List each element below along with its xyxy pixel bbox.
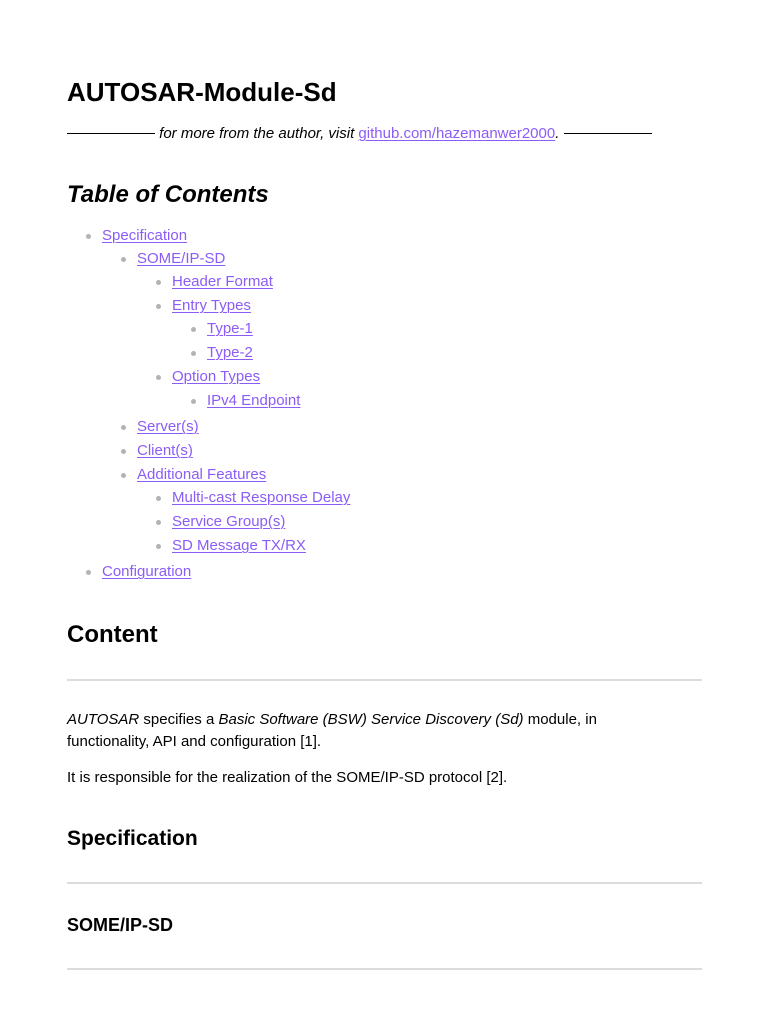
- content-heading: Content: [67, 621, 158, 648]
- someip-sd-divider: [67, 968, 702, 970]
- byline-prefix: for more from the author, visit: [159, 125, 355, 142]
- toc-item-clients[interactable]: [137, 441, 193, 461]
- bullet-icon: [156, 304, 161, 309]
- toc-heading: Table of Contents: [67, 181, 269, 208]
- author-github-link[interactable]: github.com/hazemanwer2000: [358, 125, 556, 142]
- bullet-icon: [156, 520, 161, 525]
- bullet-icon: [191, 351, 196, 356]
- specification-divider: [67, 882, 702, 884]
- toc-item-ipv4-endpoint[interactable]: [207, 391, 300, 411]
- byline-suffix: .: [555, 125, 560, 142]
- bullet-icon: [121, 473, 126, 478]
- toc-link[interactable]: Client(s): [137, 442, 193, 459]
- toc-link[interactable]: IPv4 Endpoint: [207, 392, 301, 409]
- bullet-icon: [121, 425, 126, 430]
- protocol-paragraph: It is responsible for the realization of the SOME/IP-SD protocol [2].: [67, 769, 508, 786]
- toc-item-servers[interactable]: [137, 417, 199, 437]
- toc-link[interactable]: Option Types: [172, 368, 261, 385]
- toc-link[interactable]: Service Group(s): [172, 513, 286, 530]
- toc-item-type-2[interactable]: [207, 343, 253, 363]
- toc-link[interactable]: SD Message TX/RX: [172, 537, 306, 554]
- intro-em-autosar: AUTOSAR: [67, 711, 140, 728]
- toc-link[interactable]: Entry Types: [172, 297, 251, 314]
- toc-item-type-1[interactable]: [207, 319, 253, 339]
- bullet-icon: [191, 399, 196, 404]
- intro-text-2: module, in functionality, API and configuration [1].: [67, 711, 597, 750]
- toc-item-entry-types[interactable]: [172, 296, 251, 316]
- bullet-icon: [86, 570, 91, 575]
- toc-link[interactable]: SOME/IP-SD: [137, 250, 226, 267]
- toc-link[interactable]: Configuration: [102, 563, 192, 580]
- toc-link[interactable]: Type-2: [207, 344, 253, 361]
- bullet-icon: [121, 257, 126, 262]
- toc-item-service-groups[interactable]: [172, 512, 285, 532]
- toc-item-someip-sd[interactable]: [137, 249, 225, 269]
- bullet-icon: [121, 449, 126, 454]
- toc-item-sd-message-tx-rx[interactable]: [172, 536, 306, 556]
- intro-text-1: specifies a: [139, 711, 219, 728]
- specification-heading: Specification: [67, 827, 198, 850]
- toc-item-specification[interactable]: [102, 226, 187, 246]
- bullet-icon: [156, 375, 161, 380]
- byline-right-rule: [564, 133, 652, 134]
- page-title: AUTOSAR-Module-Sd: [67, 77, 337, 107]
- intro-em-bsw: Basic Software (BSW) Service Discovery (Sd): [218, 711, 524, 728]
- toc-link[interactable]: Additional Features: [137, 466, 267, 483]
- toc-link[interactable]: Multi-cast Response Delay: [172, 489, 351, 506]
- byline-left-rule: [67, 133, 155, 134]
- someip-sd-heading: SOME/IP-SD: [67, 915, 174, 935]
- intro-paragraph: [67, 709, 647, 753]
- toc-item-multicast-response-delay[interactable]: [172, 488, 350, 508]
- author-byline: [67, 124, 667, 144]
- bullet-icon: [86, 234, 91, 239]
- bullet-icon: [156, 544, 161, 549]
- toc-link[interactable]: Specification: [102, 227, 188, 244]
- bullet-icon: [156, 496, 161, 501]
- content-divider: [67, 679, 702, 681]
- toc-item-additional-features[interactable]: [137, 465, 266, 485]
- bullet-icon: [156, 280, 161, 285]
- toc-item-configuration[interactable]: [102, 562, 191, 582]
- toc-item-header-format[interactable]: [172, 272, 273, 292]
- toc-link[interactable]: Header Format: [172, 273, 273, 290]
- toc-link[interactable]: Server(s): [137, 418, 199, 435]
- bullet-icon: [191, 327, 196, 332]
- toc-item-option-types[interactable]: [172, 367, 260, 387]
- toc-link[interactable]: Type-1: [207, 320, 253, 337]
